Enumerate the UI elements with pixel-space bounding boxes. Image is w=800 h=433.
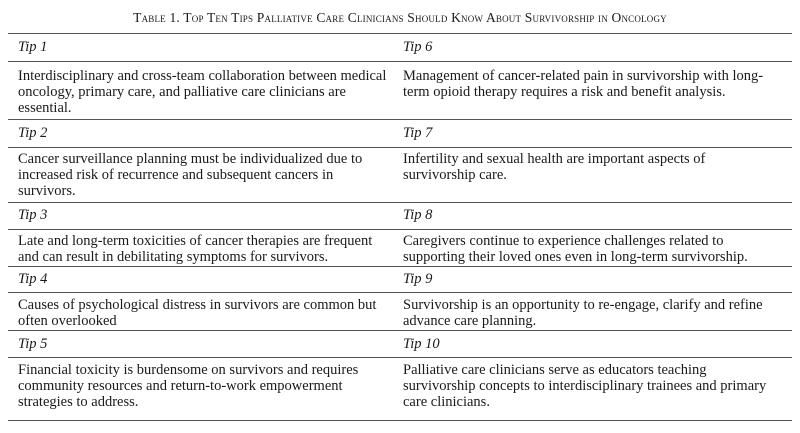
row-divider: [8, 266, 792, 267]
tip-8-label: Tip 8: [403, 207, 433, 223]
table-bottom-rule: [8, 420, 792, 421]
row-divider: [8, 357, 792, 358]
tip-1-text: Interdisciplinary and cross-team collaboration between medical oncology, primary care, and palliative care clinicians are essential.: [18, 68, 387, 117]
row-divider: [8, 330, 792, 331]
tip-9-text: Survivorship is an opportunity to re-engage, clarify and refine advance care planning.: [403, 297, 763, 330]
tip-10-text: Palliative care clinicians serve as educators teaching survivorship concepts to interdisciplinary trainees and primary care clinicians.: [403, 362, 767, 411]
row-divider: [8, 61, 792, 62]
tip-5-text: Financial toxicity is burdensome on survivors and requires community resources and return-to-work empowerment strategies to address.: [18, 362, 359, 411]
tip-7-label: Tip 7: [403, 125, 433, 141]
tip-8-text: Caregivers continue to experience challenges related to supporting their loved ones even in long-term survivorship.: [403, 233, 748, 266]
tip-2-label: Tip 2: [18, 125, 48, 141]
row-divider: [8, 229, 792, 230]
row-divider: [8, 147, 792, 148]
row-divider: [8, 202, 792, 203]
tip-9-label: Tip 9: [403, 271, 433, 287]
row-divider: [8, 119, 792, 120]
tip-4-text: Causes of psychological distress in survivors are common but often overlooked: [18, 297, 377, 330]
tip-1-label: Tip 1: [18, 39, 48, 55]
table-top-rule: [8, 33, 792, 34]
tip-6-label: Tip 6: [403, 39, 433, 55]
table-title: Table 1. Top Ten Tips Palliative Care Clinicians Should Know About Survivorship in Oncology: [133, 10, 667, 25]
tip-3-label: Tip 3: [18, 207, 48, 223]
row-divider: [8, 292, 792, 293]
tip-7-text: Infertility and sexual health are important aspects of survivorship care.: [403, 151, 706, 184]
tip-4-label: Tip 4: [18, 271, 48, 287]
tip-3-text: Late and long-term toxicities of cancer therapies are frequent and can result in debilitating symptoms for survivors.: [18, 233, 373, 266]
tip-2-text: Cancer surveillance planning must be individualized due to increased risk of recurrence and subsequent cancers in survivors.: [18, 151, 363, 200]
tip-6-text: Management of cancer-related pain in survivorship with long-term opioid therapy requires a risk and benefit analysis.: [403, 68, 764, 101]
tip-10-label: Tip 10: [403, 336, 440, 352]
tip-5-label: Tip 5: [18, 336, 48, 352]
